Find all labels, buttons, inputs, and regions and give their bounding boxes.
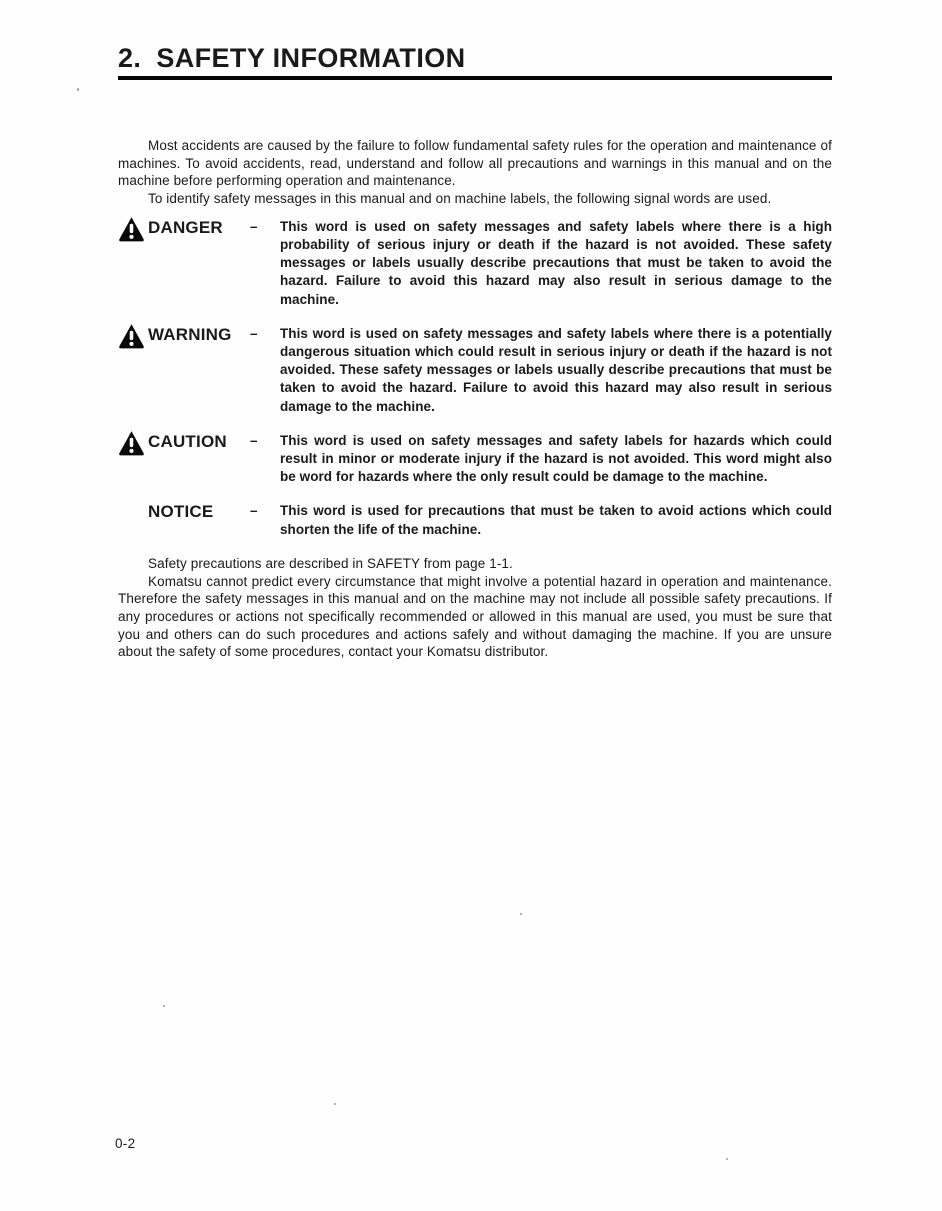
section-number: 2. [118,43,142,73]
closing-paragraph-1: Safety precautions are described in SAFETY from page 1-1. [148,555,513,571]
signal-label-column [118,218,250,242]
signal-label-column [118,432,250,456]
signal-word-list [118,218,832,539]
signal-label-column [118,502,250,526]
signal-separator: – [250,503,258,519]
scan-speck [163,1005,165,1007]
safety-alert-icon [118,323,145,349]
signal-separator: – [250,325,258,341]
signal-word-label: WARNING [148,324,232,344]
section-heading-block [118,44,832,80]
signal-word-label: NOTICE [148,502,214,522]
signal-row-danger [118,218,832,309]
section-title-text: SAFETY INFORMATION [156,43,466,73]
scan-speck [726,1158,728,1160]
signal-description: This word is used for precautions that must be taken to avoid actions which could shorten the life of the machine. [280,503,832,537]
page-content [118,0,832,661]
intro-paragraph-2: To identify safety messages in this manual and on machine labels, the following signal words are used. [148,191,772,207]
signal-separator: – [250,218,258,234]
scan-speck [334,1103,336,1105]
signal-word-label: CAUTION [148,431,227,451]
safety-alert-icon [118,430,145,456]
signal-description: This word is used on safety messages and safety labels for hazards which could result in minor or moderate injury if the hazard is not avoided. This word might also be word for hazards where the only result could be damage to the machine. [280,432,832,485]
section-title [118,44,832,72]
closing-paragraph-2: Komatsu cannot predict every circumstance that might involve a potential hazard in operation and maintenance. Therefore the safety messages in this manual and on the machine may not include all possible safety precautions. If any procedures or actions not specifically recommended or allowed in this manual are used, you must be sure that you and others can do such procedures and actions safely and without damaging the machine. If you are unsure about the safety of some procedures, contact your Komatsu distributor. [118,573,832,660]
signal-row-warning [118,325,832,416]
signal-row-notice [118,502,832,538]
signal-label-column [118,325,250,349]
signal-word-label: DANGER [148,217,223,237]
safety-alert-icon [118,216,145,242]
scan-speck [520,913,522,915]
signal-row-caution [118,432,832,487]
scan-speck [77,88,79,91]
signal-separator: – [250,432,258,448]
intro-paragraph-1: Most accidents are caused by the failure to follow fundamental safety rules for the operation and maintenance of machines. To avoid accidents, read, understand and follow all precautions and warnings in this manual and on the machine before performing operation and maintenance. [118,138,832,189]
page-number: 0-2 [115,1136,136,1151]
intro-section [118,137,832,208]
signal-description: This word is used on safety messages and safety labels where there is a high probability of serious injury or death if the hazard is not avoided. These safety messages or labels usually describe precautions that must be taken to avoid the hazard. Failure to avoid this hazard may also result in serious damage to the machine. [280,218,832,307]
signal-description: This word is used on safety messages and safety labels where there is a potentially dangerous situation which could result in serious injury or death if the hazard is not avoided. These safety messages or labels usually describe precautions that must be taken to avoid the hazard. Failure to avoid this hazard may also result in serious damage to the machine. [280,325,832,414]
closing-section [118,555,832,661]
